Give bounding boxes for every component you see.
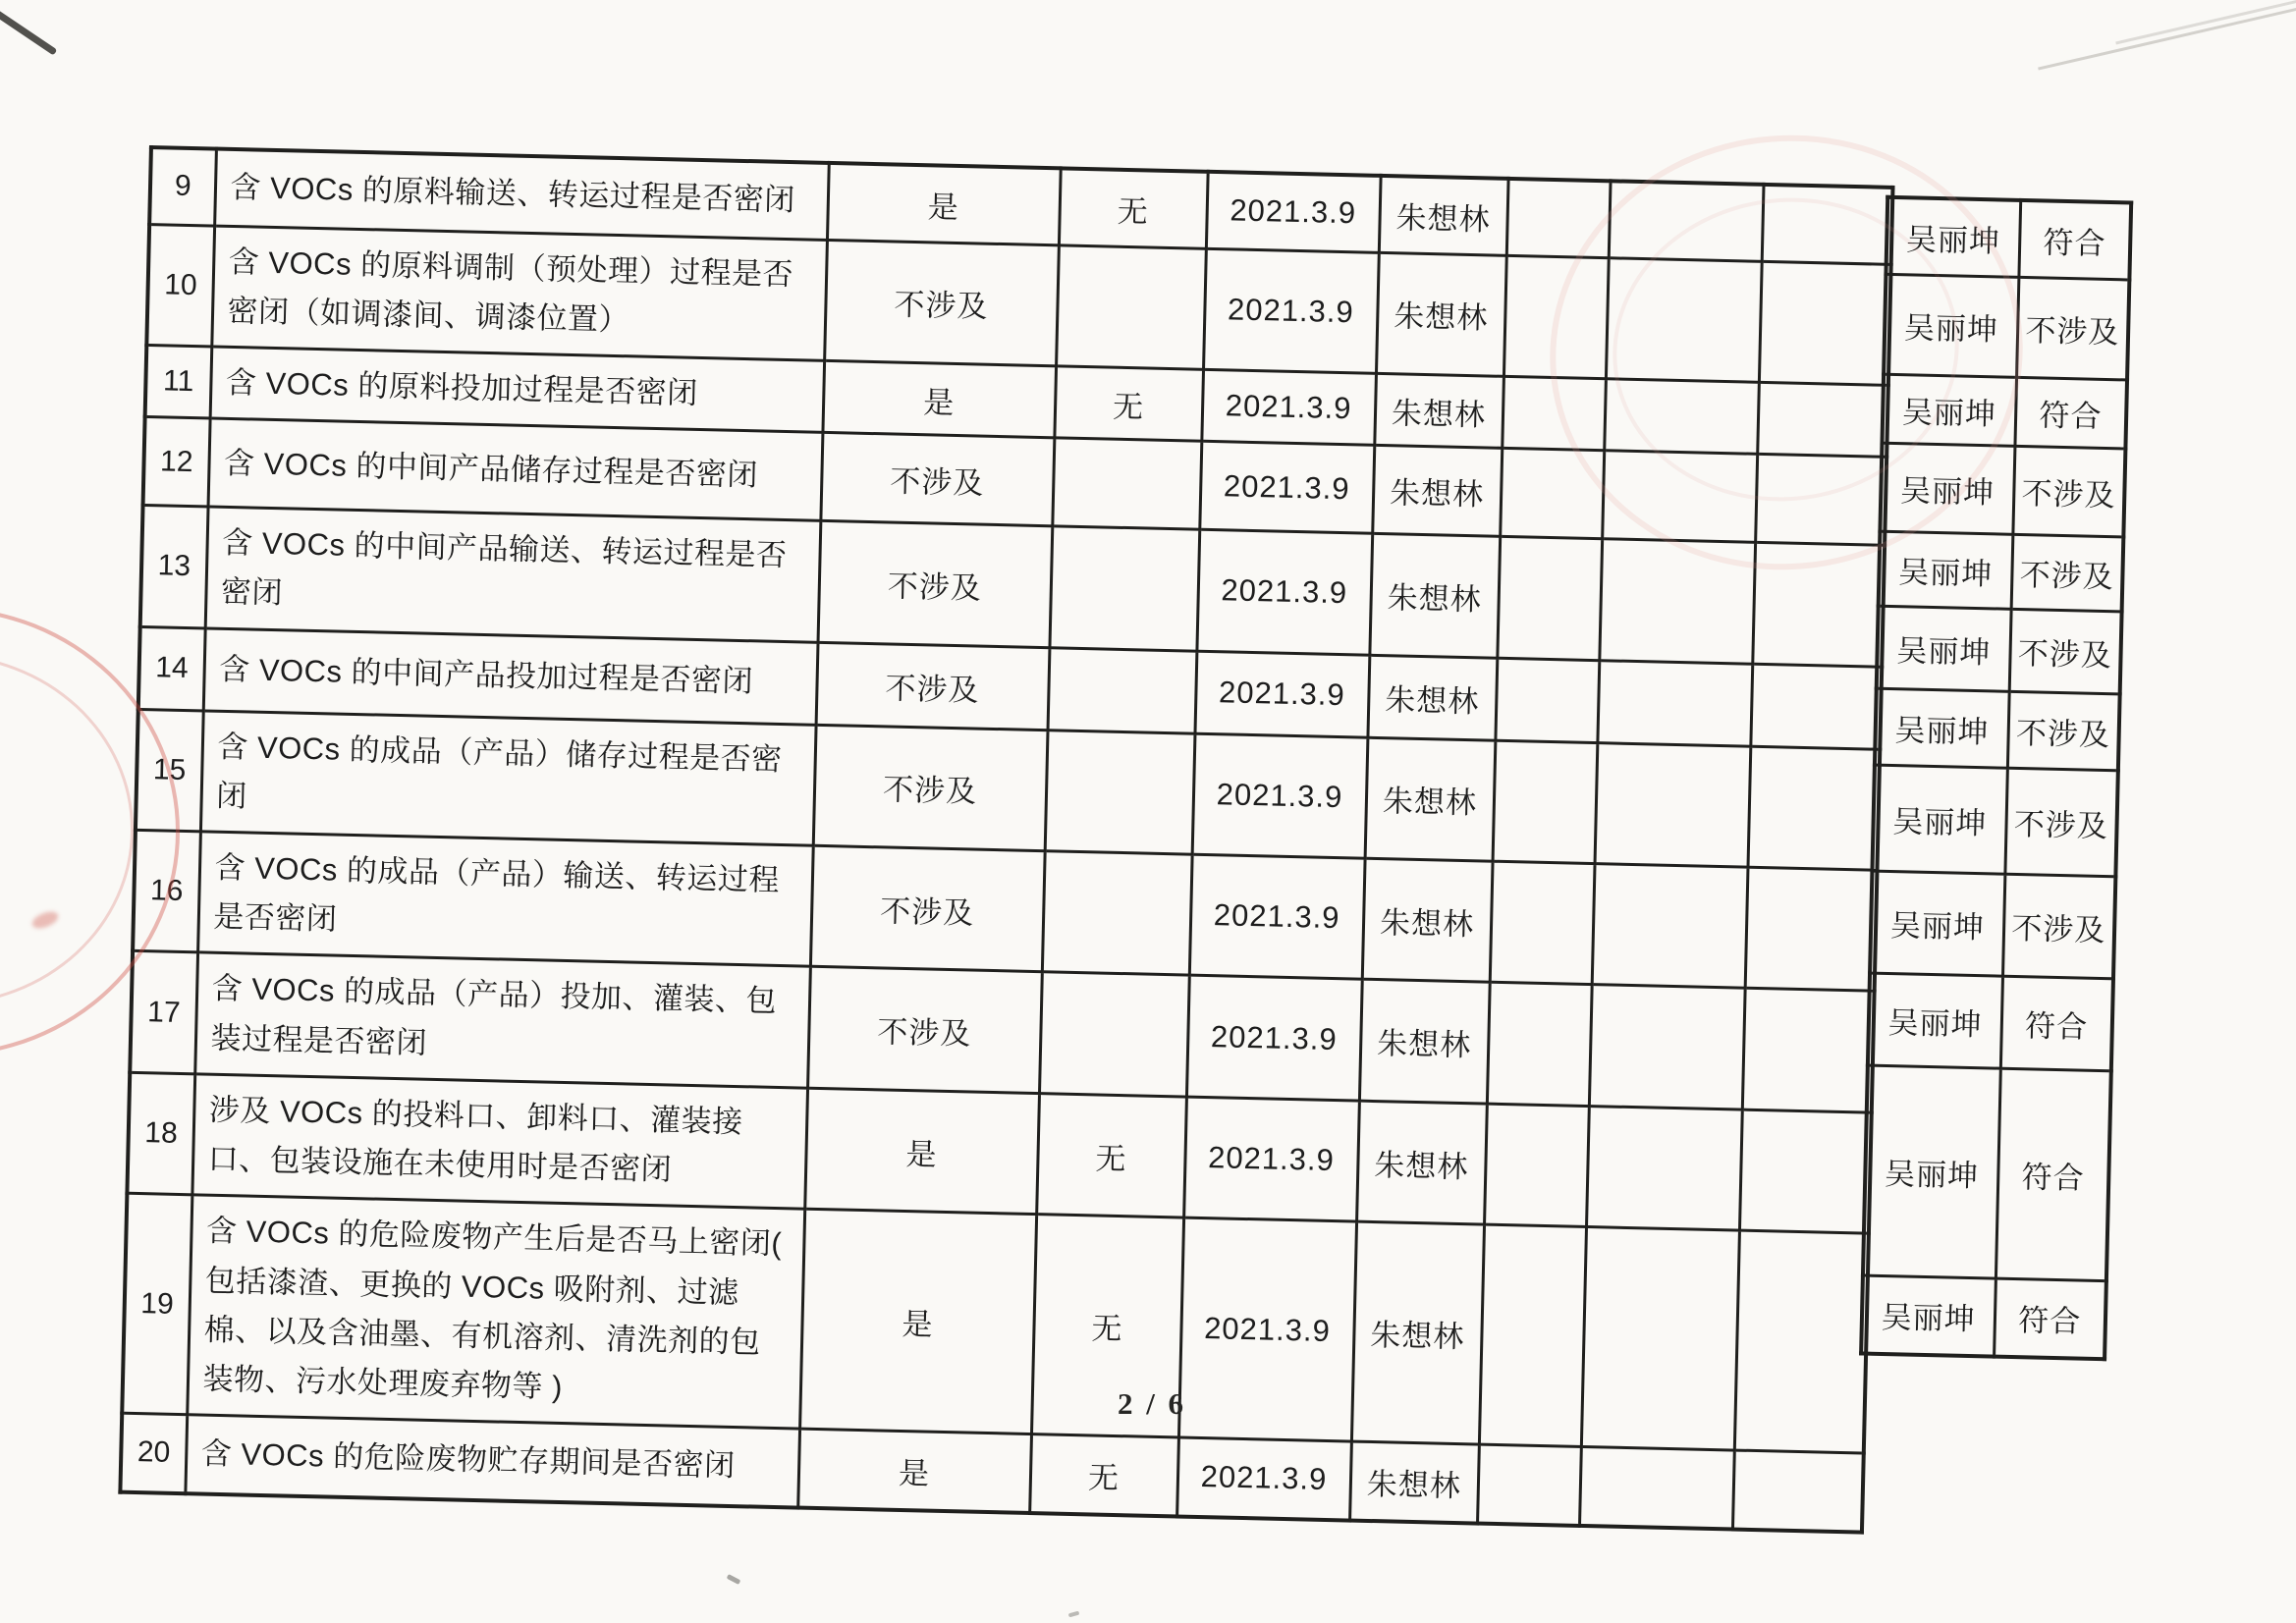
empty-cell xyxy=(1759,261,1891,385)
review-row xyxy=(1884,274,2129,380)
problem-cell: 无 xyxy=(1059,168,1208,247)
row-number-cell: 14 xyxy=(138,626,205,710)
row-number-cell: 13 xyxy=(140,506,208,628)
item-cell: 含 VOCs 的原料输送、转运过程是否密闭 xyxy=(214,149,829,240)
item-cell: 含 VOCs 的中间产品储存过程是否密闭 xyxy=(208,418,823,520)
inspector-cell: 朱想林 xyxy=(1349,1441,1479,1523)
review-result-cell: 不涉及 xyxy=(2011,534,2124,612)
problem-cell: 无 xyxy=(1054,366,1203,442)
inspector-cell: 朱想林 xyxy=(1356,1101,1487,1224)
review-row xyxy=(1863,1065,2111,1281)
empty-cell xyxy=(1487,983,1592,1107)
table-row xyxy=(122,1194,1869,1454)
reviewer-cell: 吴丽坤 xyxy=(1863,1065,2000,1278)
scan-artifact-top-right-line-1 xyxy=(2038,7,2296,70)
review-row xyxy=(1882,374,2127,449)
date-cell: 2021.3.9 xyxy=(1201,369,1376,445)
empty-cell xyxy=(1742,989,1875,1112)
row-number-cell: 20 xyxy=(120,1413,187,1492)
item-cell: 含 VOCs 的危险废物贮存期间是否密闭 xyxy=(185,1415,799,1507)
answer-cell: 是 xyxy=(799,1210,1036,1434)
empty-cell xyxy=(1750,664,1882,749)
inspector-cell: 朱想林 xyxy=(1351,1221,1484,1444)
date-cell: 2021.3.9 xyxy=(1199,441,1374,533)
reviewer-cell: 吴丽坤 xyxy=(1870,871,2004,976)
review-row xyxy=(1877,606,2122,694)
inspector-cell: 朱想林 xyxy=(1376,252,1506,376)
inspector-cell: 朱想林 xyxy=(1367,655,1497,740)
inspector-cell: 朱想林 xyxy=(1369,533,1500,657)
inspector-cell: 朱想林 xyxy=(1365,737,1496,861)
reviewer-cell: 吴丽坤 xyxy=(1879,531,2013,609)
empty-cell xyxy=(1609,181,1764,261)
scan-artifact-speck-1 xyxy=(727,1574,741,1585)
empty-cell xyxy=(1747,746,1880,870)
date-cell: 2021.3.9 xyxy=(1192,733,1368,858)
date-cell: 2021.3.9 xyxy=(1178,1217,1356,1441)
row-number-cell: 16 xyxy=(133,830,200,952)
review-result-cell: 不涉及 xyxy=(2002,874,2115,979)
reviewer-cell: 吴丽坤 xyxy=(1875,688,2009,768)
inspector-cell: 朱想林 xyxy=(1359,980,1490,1104)
empty-cell xyxy=(1581,1227,1739,1450)
reviewer-cell: 吴丽坤 xyxy=(1884,274,2018,377)
empty-cell xyxy=(1502,376,1606,451)
answer-cell: 是 xyxy=(804,1088,1039,1215)
reviewer-cell: 吴丽坤 xyxy=(1886,197,2020,277)
problem-cell xyxy=(1042,851,1192,976)
red-stamp-left-inner-ring xyxy=(0,654,134,1005)
scan-artifact-top-right-line-2 xyxy=(2115,0,2296,44)
empty-cell xyxy=(1586,1106,1742,1230)
item-cell: 含 VOCs 的原料调制（预处理）过程是否密闭（如调漆间、调漆位置） xyxy=(211,226,827,361)
problem-cell: 无 xyxy=(1036,1094,1186,1218)
review-row xyxy=(1886,197,2131,280)
review-result-cell: 符合 xyxy=(2015,377,2128,449)
review-result-cell: 符合 xyxy=(2000,976,2113,1071)
page-number: 2 / 6 xyxy=(1117,1386,1187,1421)
review-row xyxy=(1861,1275,2106,1360)
review-row xyxy=(1872,765,2117,877)
empty-cell xyxy=(1597,660,1752,746)
row-number-cell: 18 xyxy=(127,1072,194,1195)
answer-cell: 是 xyxy=(827,163,1061,244)
red-stamp-left-smudge xyxy=(29,908,60,931)
date-cell: 2021.3.9 xyxy=(1194,651,1369,737)
answer-cell: 不涉及 xyxy=(820,433,1054,526)
item-cell: 涉及 VOCs 的投料口、卸料口、灌装接口、包装设施在未使用时是否密闭 xyxy=(191,1074,807,1210)
review-table xyxy=(1859,195,2133,1361)
review-row xyxy=(1870,871,2115,979)
review-result-cell: 不涉及 xyxy=(2009,609,2122,694)
date-cell: 2021.3.9 xyxy=(1183,1097,1359,1221)
answer-cell: 不涉及 xyxy=(816,642,1050,730)
answer-cell: 不涉及 xyxy=(810,845,1045,972)
review-result-cell: 符合 xyxy=(1994,1278,2106,1360)
problem-cell xyxy=(1056,244,1206,369)
review-table-body xyxy=(1861,197,2131,1359)
empty-cell xyxy=(1497,536,1602,660)
review-result-cell: 不涉及 xyxy=(2004,768,2117,877)
inspector-cell: 朱想林 xyxy=(1362,858,1493,982)
item-cell: 含 VOCs 的成品（产品）输送、转运过程是否密闭 xyxy=(197,832,813,967)
inspection-table xyxy=(118,145,1894,1534)
empty-cell xyxy=(1479,1224,1586,1446)
scan-artifact-top-left-corner xyxy=(0,6,57,56)
empty-cell xyxy=(1477,1444,1581,1525)
empty-cell xyxy=(1762,185,1893,264)
date-cell: 2021.3.9 xyxy=(1206,172,1381,252)
review-result-cell: 不涉及 xyxy=(2007,691,2120,771)
problem-cell xyxy=(1039,972,1189,1097)
reviewer-cell: 吴丽坤 xyxy=(1882,374,2016,446)
row-number-cell: 10 xyxy=(146,224,214,347)
inspection-table-body xyxy=(120,147,1892,1532)
answer-cell: 不涉及 xyxy=(813,725,1048,851)
problem-cell xyxy=(1052,438,1201,529)
empty-cell xyxy=(1495,658,1599,742)
inspector-cell: 朱想林 xyxy=(1372,445,1502,536)
empty-cell xyxy=(1755,454,1886,545)
date-cell: 2021.3.9 xyxy=(1189,854,1365,979)
empty-cell xyxy=(1506,179,1611,257)
date-cell: 2021.3.9 xyxy=(1176,1437,1351,1520)
review-result-cell: 符合 xyxy=(2018,200,2131,280)
empty-cell xyxy=(1745,867,1878,991)
review-row xyxy=(1868,973,2113,1071)
item-cell: 含 VOCs 的成品（产品）投加、灌装、包装过程是否密闭 xyxy=(194,952,810,1088)
answer-cell: 是 xyxy=(822,360,1056,438)
reviewer-cell: 吴丽坤 xyxy=(1877,606,2011,691)
inspector-cell: 朱想林 xyxy=(1374,373,1503,448)
answer-cell: 不涉及 xyxy=(824,240,1059,366)
answer-cell: 是 xyxy=(797,1429,1031,1512)
review-row xyxy=(1875,688,2120,771)
item-cell: 含 VOCs 的危险废物产生后是否马上密闭( 包括漆渣、更换的 VOCs 吸附剂、过滤棉、以及含油墨、有机溶剂、清洗剂的包装物、污水处理废弃物等 ) xyxy=(187,1195,804,1429)
empty-cell xyxy=(1734,1230,1869,1453)
empty-cell xyxy=(1604,379,1759,455)
review-row xyxy=(1879,531,2124,612)
empty-cell xyxy=(1732,1450,1864,1532)
empty-cell xyxy=(1739,1109,1872,1233)
review-result-cell: 不涉及 xyxy=(2016,277,2129,380)
row-number-cell: 15 xyxy=(136,709,203,832)
problem-cell xyxy=(1048,647,1197,732)
reviewer-cell: 吴丽坤 xyxy=(1880,443,2014,534)
item-cell: 含 VOCs 的成品（产品）储存过程是否密闭 xyxy=(200,711,816,846)
reviewer-cell: 吴丽坤 xyxy=(1872,765,2007,874)
empty-cell xyxy=(1757,382,1888,457)
row-number-cell: 12 xyxy=(143,417,210,507)
problem-cell: 无 xyxy=(1029,1434,1178,1516)
row-number-cell: 17 xyxy=(130,951,197,1074)
problem-cell xyxy=(1045,730,1195,854)
empty-cell xyxy=(1592,864,1748,989)
row-number-cell: 19 xyxy=(122,1194,191,1415)
problem-cell xyxy=(1049,526,1199,651)
empty-cell xyxy=(1606,257,1762,382)
empty-cell xyxy=(1493,740,1598,864)
answer-cell: 不涉及 xyxy=(818,521,1053,648)
empty-cell xyxy=(1579,1447,1734,1530)
empty-cell xyxy=(1484,1104,1589,1227)
empty-cell xyxy=(1500,448,1604,538)
empty-cell xyxy=(1602,451,1757,543)
empty-cell xyxy=(1752,542,1885,666)
item-cell: 含 VOCs 的中间产品输送、转运过程是否密闭 xyxy=(205,507,821,642)
empty-cell xyxy=(1589,985,1745,1109)
empty-cell xyxy=(1490,861,1595,985)
date-cell: 2021.3.9 xyxy=(1203,248,1379,373)
review-row xyxy=(1880,443,2125,537)
review-result-cell: 不涉及 xyxy=(2012,446,2125,537)
empty-cell xyxy=(1503,255,1609,379)
date-cell: 2021.3.9 xyxy=(1196,529,1372,654)
item-cell: 含 VOCs 的原料投加过程是否密闭 xyxy=(210,347,825,433)
reviewer-cell: 吴丽坤 xyxy=(1861,1275,1995,1357)
problem-cell: 无 xyxy=(1031,1215,1183,1437)
scan-artifact-speck-2 xyxy=(1068,1611,1080,1618)
inspection-table-wrap xyxy=(118,145,2120,1534)
empty-cell xyxy=(1595,742,1751,867)
review-result-cell: 符合 xyxy=(1995,1068,2111,1281)
answer-cell: 不涉及 xyxy=(807,967,1042,1094)
item-cell: 含 VOCs 的中间产品投加过程是否密闭 xyxy=(203,628,818,725)
row-number-cell: 9 xyxy=(149,147,216,225)
inspector-cell: 朱想林 xyxy=(1379,176,1508,255)
row-number-cell: 11 xyxy=(145,345,212,418)
date-cell: 2021.3.9 xyxy=(1186,976,1362,1101)
empty-cell xyxy=(1599,539,1755,664)
reviewer-cell: 吴丽坤 xyxy=(1868,973,2002,1068)
